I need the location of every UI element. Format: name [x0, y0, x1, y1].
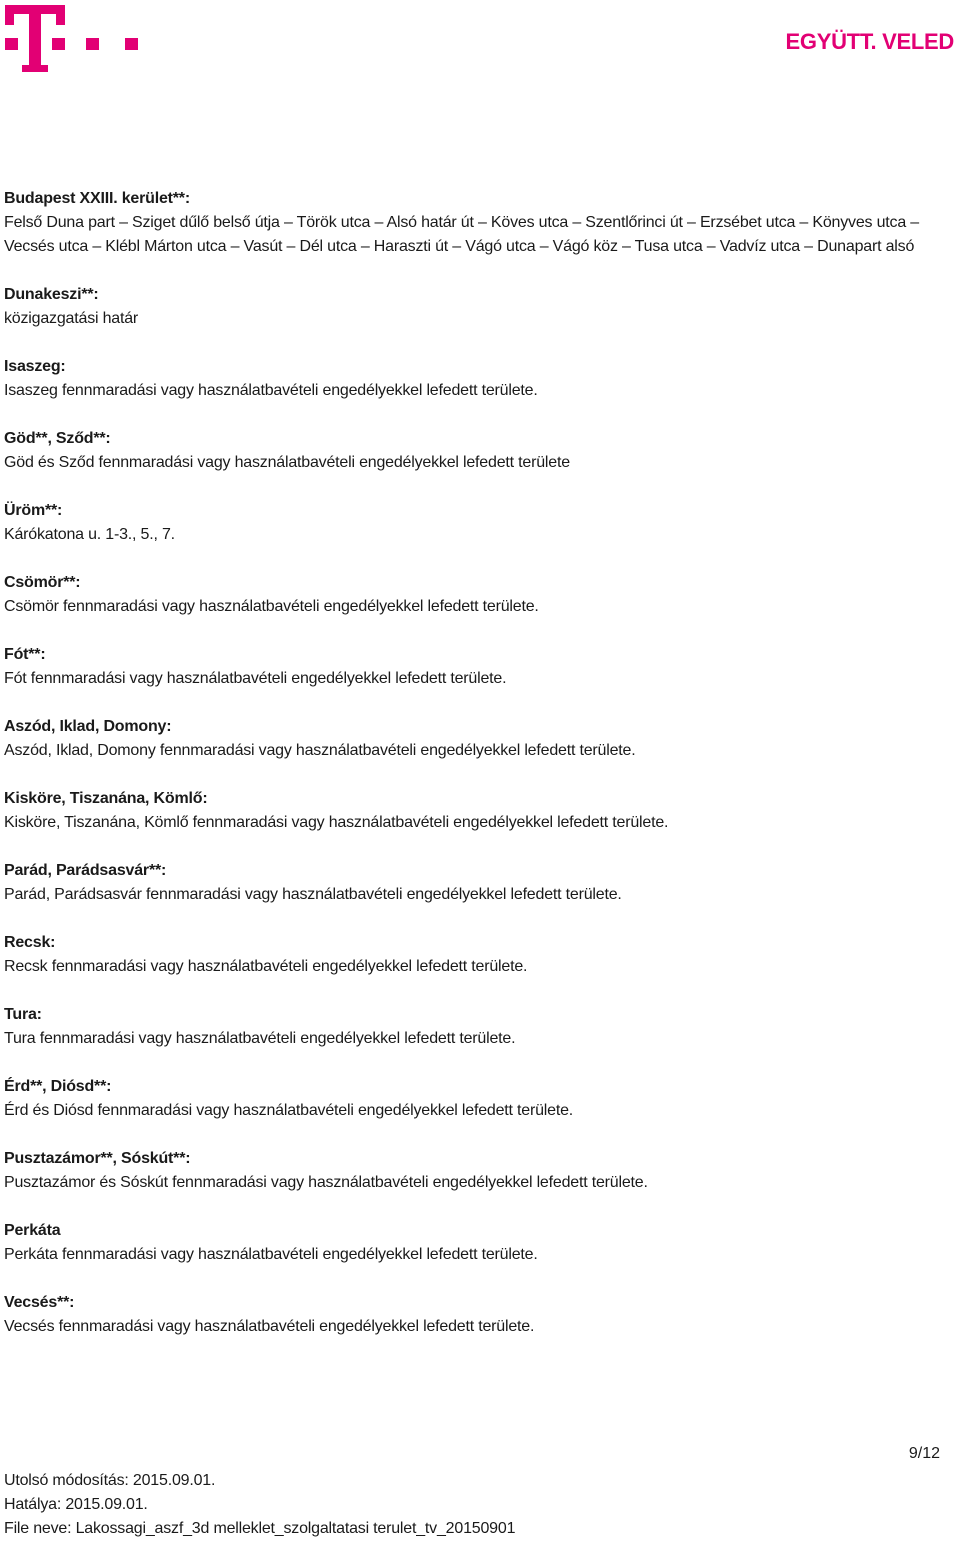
section-title: Érd**, Diósd**: — [4, 1078, 112, 1095]
coverage-section — [4, 355, 944, 403]
coverage-section — [4, 283, 944, 331]
section-text: Perkáta fennmaradási vagy használatbavételi engedélyekkel lefedett területe. — [4, 1246, 538, 1263]
section-text: Parád, Parádsasvár fennmaradási vagy használatbavételi engedélyekkel lefedett területe. — [4, 886, 622, 903]
section-text: Isaszeg fennmaradási vagy használatbavételi engedélyekkel lefedett területe. — [4, 382, 538, 399]
section-text: Pusztazámor és Sóskút fennmaradási vagy használatbavételi engedélyekkel lefedett területe. — [4, 1174, 648, 1191]
section-text: Fót fennmaradási vagy használatbavételi engedélyekkel lefedett területe. — [4, 670, 507, 687]
section-title: Perkáta — [4, 1222, 61, 1239]
section-text: Kisköre, Tiszanána, Kömlő fennmaradási vagy használatbavételi engedélyekkel lefedett területe. — [4, 814, 669, 831]
coverage-section — [4, 1291, 944, 1339]
coverage-section — [4, 499, 944, 547]
section-text: Aszód, Iklad, Domony fennmaradási vagy használatbavételi engedélyekkel lefedett területe. — [4, 742, 636, 759]
section-title: Aszód, Iklad, Domony: — [4, 718, 172, 735]
section-text: Recsk fennmaradási vagy használatbavételi engedélyekkel lefedett területe. — [4, 958, 528, 975]
coverage-section — [4, 715, 944, 763]
section-title: Csömör**: — [4, 574, 81, 591]
coverage-list — [4, 187, 944, 1363]
coverage-section — [4, 787, 944, 835]
coverage-section — [4, 1075, 944, 1123]
coverage-section — [4, 1147, 944, 1195]
section-text: Göd és Sződ fennmaradási vagy használatbavételi engedélyekkel lefedett területe — [4, 454, 570, 471]
section-text: Felső Duna part – Sziget dűlő belső útja – Török utca – Alsó határ út – Köves utca – Szentlőrinci út – Erzsébet utca – Könyves utca – Vecsés utca – Klébl Márton utca – Vasút – Dél utca – Haraszti út – Vágó utca – Vágó köz – Tusa utca – Vadvíz utca – Dunapart alsó — [4, 214, 919, 255]
last-modified: Utolsó módosítás: 2015.09.01. — [4, 1472, 216, 1489]
coverage-section — [4, 1219, 944, 1267]
coverage-section — [4, 859, 944, 907]
section-text: Tura fennmaradási vagy használatbavételi engedélyekkel lefedett területe. — [4, 1030, 516, 1047]
section-title: Recsk: — [4, 934, 56, 951]
section-title: Fót**: — [4, 646, 46, 663]
coverage-section — [4, 187, 944, 259]
section-title: Vecsés**: — [4, 1294, 75, 1311]
coverage-section — [4, 571, 944, 619]
slogan: EGYÜTT. VELED — [785, 29, 954, 54]
section-title: Parád, Parádsasvár**: — [4, 862, 167, 879]
coverage-section — [4, 427, 944, 475]
section-title: Dunakeszi**: — [4, 286, 99, 303]
section-title: Göd**, Sződ**: — [4, 430, 111, 447]
section-title: Tura: — [4, 1006, 42, 1023]
section-title: Pusztazámor**, Sóskút**: — [4, 1150, 191, 1167]
page-footer — [4, 1469, 944, 1541]
section-text: Kárókatona u. 1-3., 5., 7. — [4, 526, 175, 543]
effective-date: Hatálya: 2015.09.01. — [4, 1496, 148, 1513]
coverage-section — [4, 643, 944, 691]
section-title: Budapest XXIII. kerület**: — [4, 190, 190, 207]
section-title: Isaszeg: — [4, 358, 66, 375]
section-text: közigazgatási határ — [4, 310, 139, 327]
coverage-section — [4, 931, 944, 979]
section-text: Csömör fennmaradási vagy használatbavételi engedélyekkel lefedett területe. — [4, 598, 539, 615]
section-title: Üröm**: — [4, 502, 63, 519]
file-name: File neve: Lakossagi_aszf_3d melleklet_szolgaltatasi terulet_tv_20150901 — [4, 1520, 516, 1537]
page-number: 9/12 — [908, 1445, 940, 1462]
section-title: Kisköre, Tiszanána, Kömlő: — [4, 790, 208, 807]
section-text: Vecsés fennmaradási vagy használatbavételi engedélyekkel lefedett területe. — [4, 1318, 535, 1335]
telekom-t-logo-icon — [5, 5, 145, 75]
page-header — [0, 0, 960, 80]
coverage-section — [4, 1003, 944, 1051]
section-text: Érd és Diósd fennmaradási vagy használatbavételi engedélyekkel lefedett területe. — [4, 1102, 574, 1119]
